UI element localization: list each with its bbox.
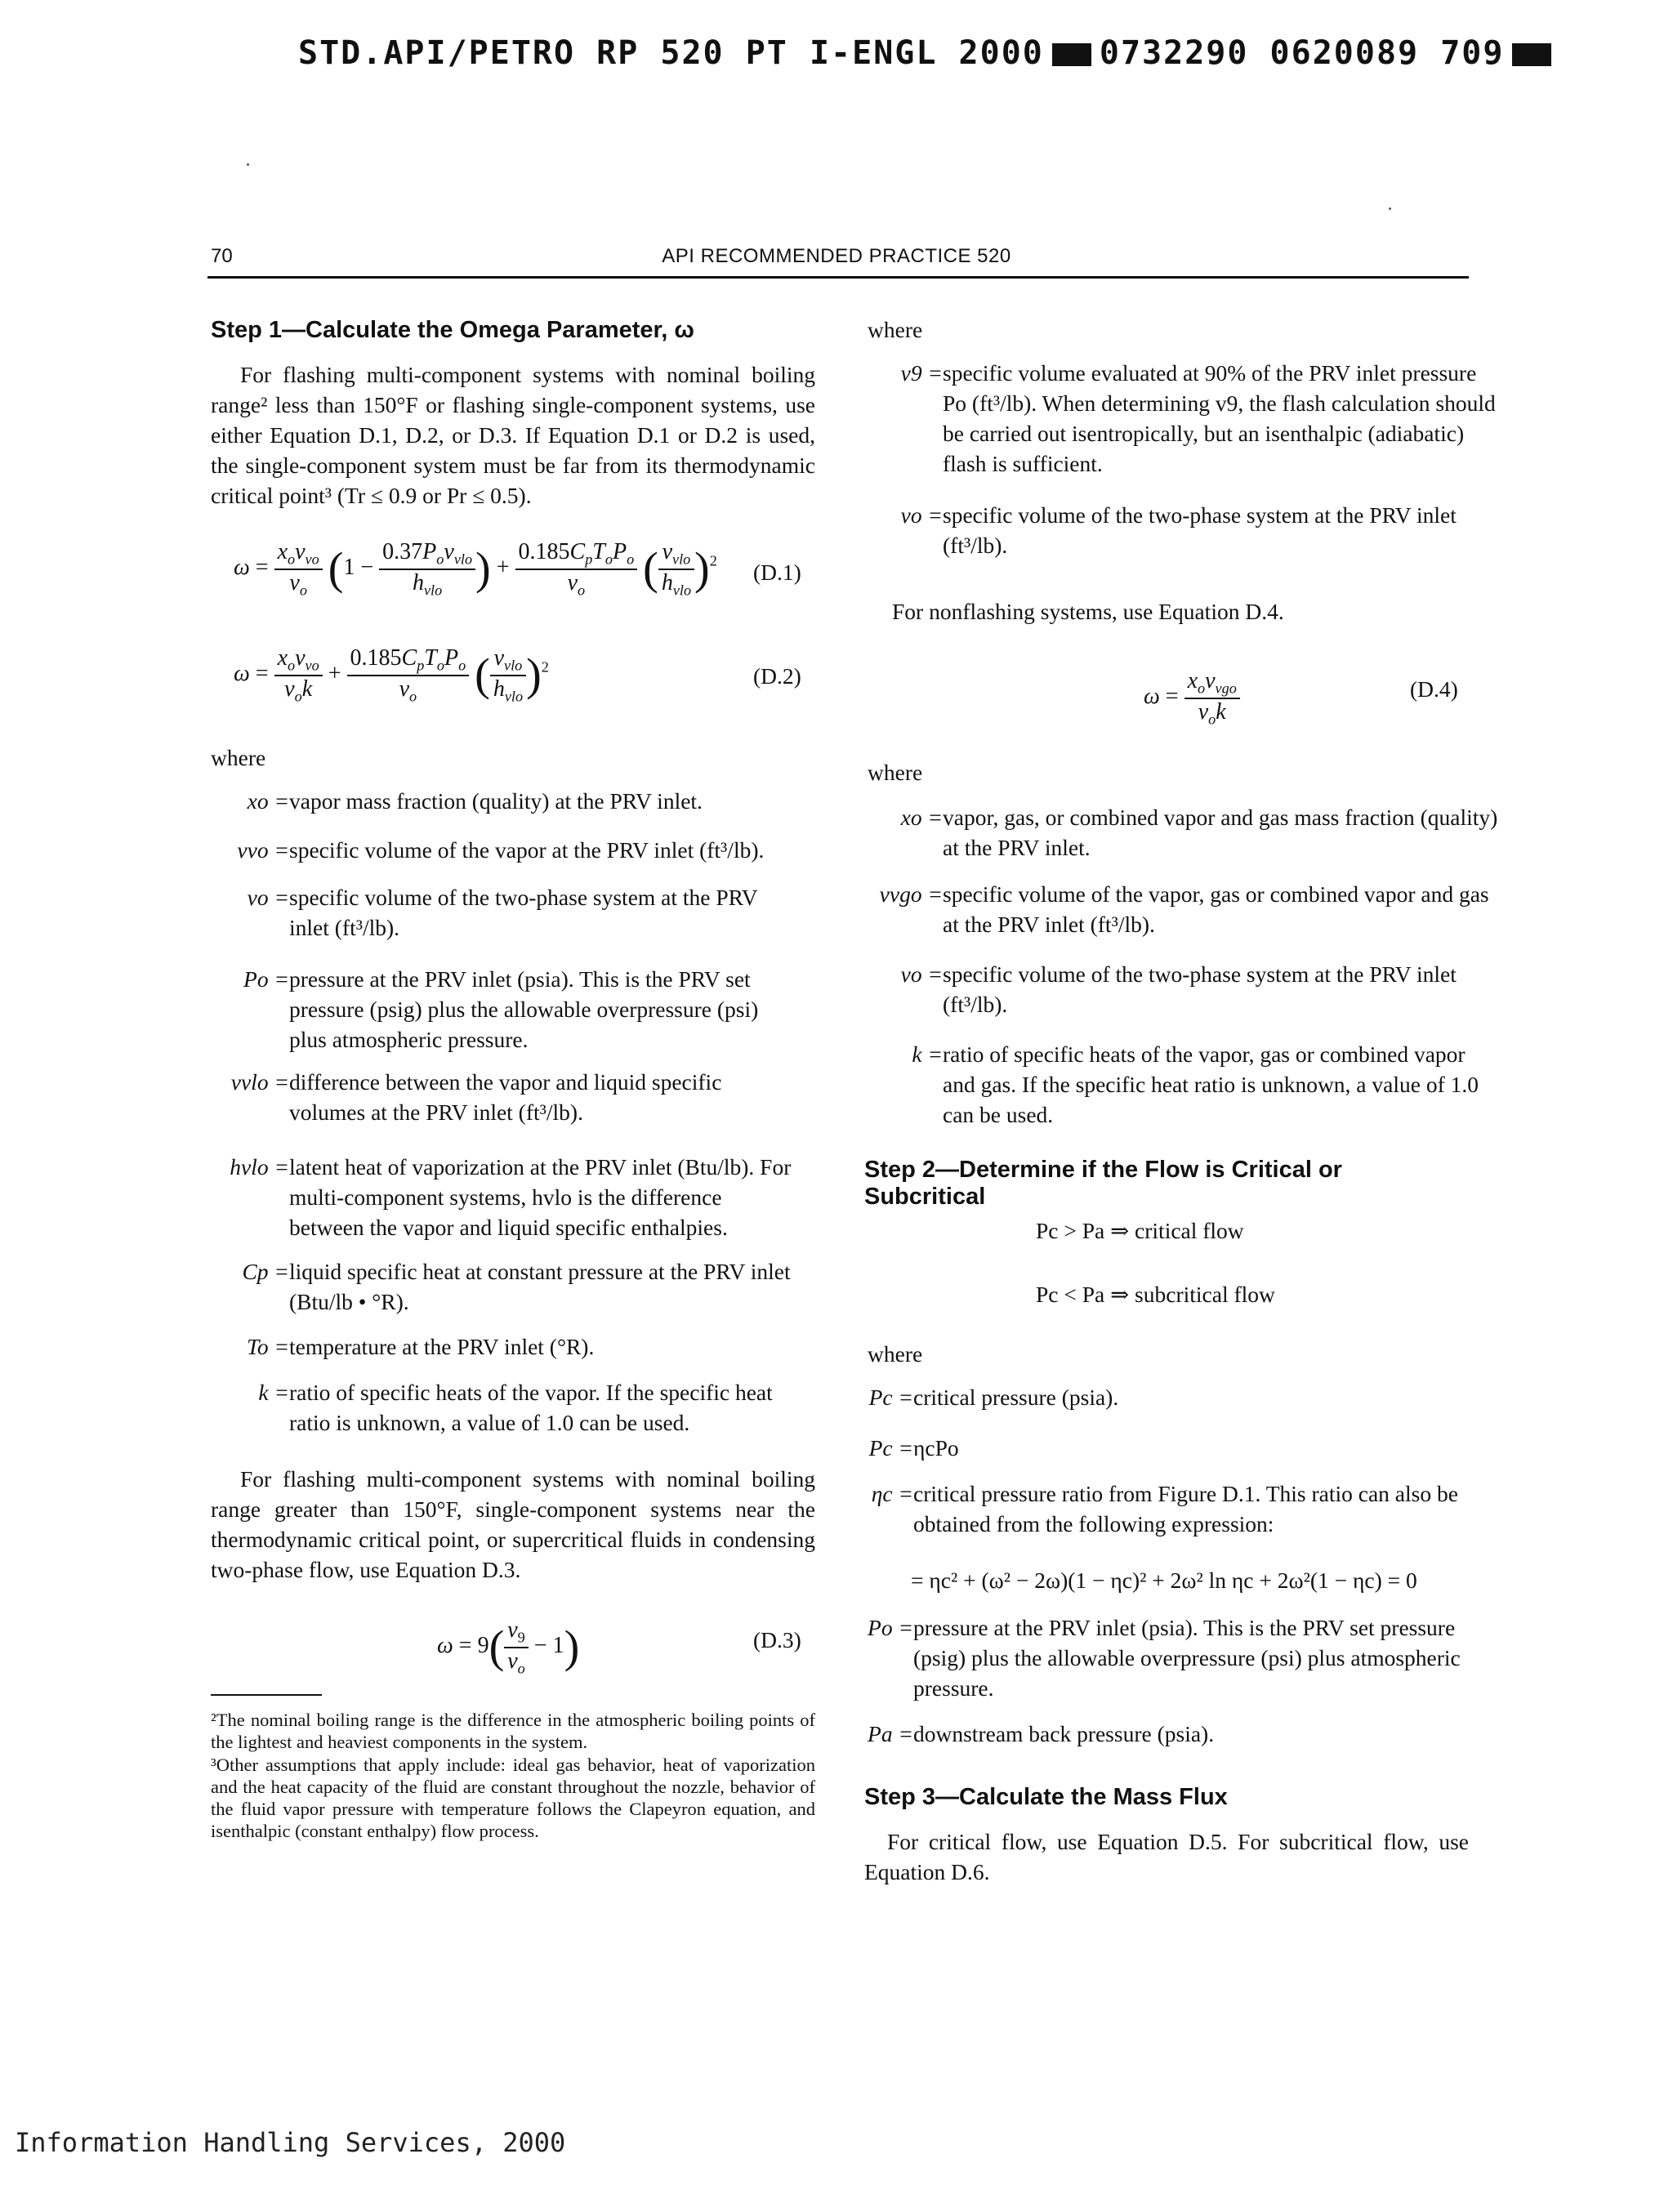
footnote-2: ²The nominal boiling range is the difference in the atmospheric boiling points of the lightest and heaviest components in the system. bbox=[211, 1710, 815, 1752]
definition-symbol: vvo = bbox=[237, 837, 289, 863]
definition-text: ηcPo bbox=[913, 1435, 959, 1461]
definition-symbol: To = bbox=[247, 1334, 289, 1359]
definition-symbol: ηc = bbox=[871, 1481, 913, 1506]
definition-symbol: k = bbox=[258, 1380, 289, 1405]
where-label: where bbox=[868, 1341, 923, 1367]
step1-heading: Step 1—Calculate the Omega Parameter, ω bbox=[211, 317, 694, 343]
step3-paragraph: For critical flow, use Equation D.5. For subcritical flow, use Equation D.6. bbox=[864, 1829, 1469, 1884]
stamp-block-1 bbox=[1052, 43, 1091, 66]
equation-d1: ω = $\frac{x_ov_{vo}}{v_o}$ (1 − $\frac{0.37P_ov_{vlo}}{h_{vlo}}$ ) + $\frac{0.185C_pT_oP_o}{v_o}$ ( $\frac{v_{vlo}}{h_{vlo}}$ )$^2$ bbox=[234, 539, 717, 599]
definition-text: vapor mass fraction (quality) at the PRV inlet. bbox=[289, 788, 703, 814]
critical-condition: Pc > Pa ⇒ critical flow bbox=[1036, 1218, 1244, 1243]
definition-text: specific volume evaluated at 90% of the PRV inlet pressure Po (ft³/lb). When determining v9, the flash calculation should be carried out isentropically, but an isenthalpic (adiabatic) flash is sufficient. bbox=[943, 360, 1496, 476]
definition-symbol: k = bbox=[912, 1041, 943, 1067]
subcritical-condition: Pc < Pa ⇒ subcritical flow bbox=[1036, 1282, 1275, 1307]
equation-d4: ω = $\frac{x_ov_{vgo}}{v_ok}$ bbox=[1144, 668, 1240, 728]
definition-text: specific volume of the vapor at the PRV inlet (ft³/lb). bbox=[289, 837, 765, 863]
footer-source: Information Handling Services, 2000 bbox=[15, 2127, 566, 2158]
header-rule bbox=[207, 276, 1469, 279]
where-label: where bbox=[868, 317, 923, 342]
step3-heading: Step 3—Calculate the Mass Flux bbox=[864, 1784, 1228, 1810]
definition-text: temperature at the PRV inlet (°R). bbox=[289, 1334, 595, 1359]
stamp-mid: 0732290 0620089 bbox=[1099, 34, 1420, 72]
definition-symbol: Cp = bbox=[242, 1259, 289, 1284]
paragraph-d3: For flashing multi-component systems with nominal boiling range greater than 150°F, single-component systems near the thermodynamic critical point, or supercritical fluids in condensing two-phase flow, use Equation D.3. bbox=[211, 1466, 815, 1582]
definition-symbol: vo = bbox=[247, 885, 289, 910]
definition-text: specific volume of the two-phase system at the PRV inlet (ft³/lb). bbox=[943, 502, 1457, 558]
speck bbox=[1389, 207, 1391, 210]
where-label: where bbox=[211, 745, 266, 770]
equation-d2: ω = $\frac{x_ov_{vo}}{v_ok}$ + $\frac{0.185C_pT_oP_o}{v_o}$ ( $\frac{v_{vlo}}{h_{vlo}}$ )$^2$ bbox=[234, 645, 549, 705]
equation-d2-label: (D.2) bbox=[753, 663, 801, 689]
page-number: 70 bbox=[211, 245, 233, 267]
definition-text: difference between the vapor and liquid specific volumes at the PRV inlet (ft³/lb). bbox=[289, 1069, 722, 1125]
definition-text: pressure at the PRV inlet (psia). This is the PRV set pressure (psig) plus the allowable overpressure (psi) plus atmospheric pressure. bbox=[289, 966, 759, 1052]
definition-text: specific volume of the two-phase system at the PRV inlet (ft³/lb). bbox=[289, 885, 758, 940]
definition-text: downstream back pressure (psia). bbox=[913, 1721, 1215, 1746]
definition-symbol: vvlo = bbox=[230, 1069, 289, 1095]
footnote-3: ³Other assumptions that apply include: ideal gas behavior, heat of vaporization and the heat capacity of the fluid are constant throughout the nozzle, behavior of the fluid vapor pressure with temperature follows the Clapeyron equation, and isenthalpic (constant enthalpy) flow process. bbox=[211, 1755, 815, 1841]
intro-paragraph: For flashing multi-component systems with nominal boiling range² less than 150°F or flashing single-component systems, use either Equation D.1, D.2, or D.3. If Equation D.1 or D.2 is used, the single-component system must be far from its thermodynamic critical point³ (Tr ≤ 0.9 or Pr ≤ 0.5). bbox=[211, 362, 815, 508]
definition-symbol: Po = bbox=[243, 966, 289, 992]
definition-symbol: vvgo = bbox=[879, 881, 943, 907]
running-head: API RECOMMENDED PRACTICE 520 bbox=[662, 245, 1011, 267]
definition-text: vapor, gas, or combined vapor and gas mass fraction (quality) at the PRV inlet. bbox=[943, 805, 1498, 860]
stamp-block-2 bbox=[1512, 43, 1551, 66]
definition-symbol: Po = bbox=[868, 1615, 913, 1640]
equation-d1-label: (D.1) bbox=[753, 560, 801, 585]
equation-d3: ω = 9( $\frac{v_9}{v_o}$ − 1) bbox=[437, 1617, 580, 1677]
footnote-rule bbox=[211, 1694, 322, 1696]
definition-symbol: Pc = bbox=[868, 1435, 913, 1461]
speck bbox=[247, 163, 249, 166]
equation-d4-label: (D.4) bbox=[1410, 676, 1458, 702]
definition-text: critical pressure (psia). bbox=[913, 1385, 1119, 1410]
definition-symbol: v9 = bbox=[900, 360, 943, 386]
eta-equation: = ηc² + (ω² − 2ω)(1 − ηc)² + 2ω² ln ηc + 2ω²(1 − ηc) = 0 bbox=[911, 1568, 1417, 1593]
document-stamp bbox=[298, 34, 1559, 72]
equation-d3-label: (D.3) bbox=[753, 1627, 801, 1652]
definition-text: ratio of specific heats of the vapor. If the specific heat ratio is unknown, a value of 1.0 can be used. bbox=[289, 1380, 773, 1435]
definition-text: ratio of specific heats of the vapor, gas or combined vapor and gas. If the specific heat ratio is unknown, a value of 1.0 can be used. bbox=[943, 1041, 1479, 1127]
definition-text: latent heat of vaporization at the PRV inlet (Btu/lb). For multi-component systems, hvlo is the difference between the vapor and liquid specific enthalpies. bbox=[289, 1154, 792, 1240]
definition-symbol: hvlo = bbox=[230, 1154, 289, 1180]
definition-symbol: Pa = bbox=[868, 1721, 913, 1746]
stamp-right: 709 bbox=[1440, 34, 1505, 72]
nonflash-paragraph: For nonflashing systems, use Equation D.4. bbox=[892, 599, 1284, 624]
definition-text: pressure at the PRV inlet (psia). This is the PRV set pressure (psig) plus the allowable overpressure (psi) plus atmospheric pressure. bbox=[913, 1615, 1461, 1701]
definition-symbol: xo = bbox=[900, 805, 943, 830]
definition-text: specific volume of the two-phase system at the PRV inlet (ft³/lb). bbox=[943, 961, 1457, 1017]
step2-heading: Step 2—Determine if the Flow is Critical or Subcritical bbox=[864, 1157, 1342, 1210]
definition-symbol: vo = bbox=[900, 502, 943, 528]
definition-symbol: Pc = bbox=[868, 1385, 913, 1410]
definition-text: critical pressure ratio from Figure D.1. This ratio can also be obtained from the following expression: bbox=[913, 1481, 1458, 1536]
stamp-left: STD.API/PETRO RP 520 PT I-ENGL 2000 bbox=[298, 34, 1044, 72]
definition-text: liquid specific heat at constant pressure at the PRV inlet (Btu/lb • °R). bbox=[289, 1259, 791, 1314]
definition-symbol: vo = bbox=[900, 961, 943, 987]
where-label: where bbox=[868, 760, 923, 785]
definition-text: specific volume of the vapor, gas or combined vapor and gas at the PRV inlet (ft³/lb). bbox=[943, 881, 1489, 937]
definition-symbol: xo = bbox=[247, 788, 289, 814]
